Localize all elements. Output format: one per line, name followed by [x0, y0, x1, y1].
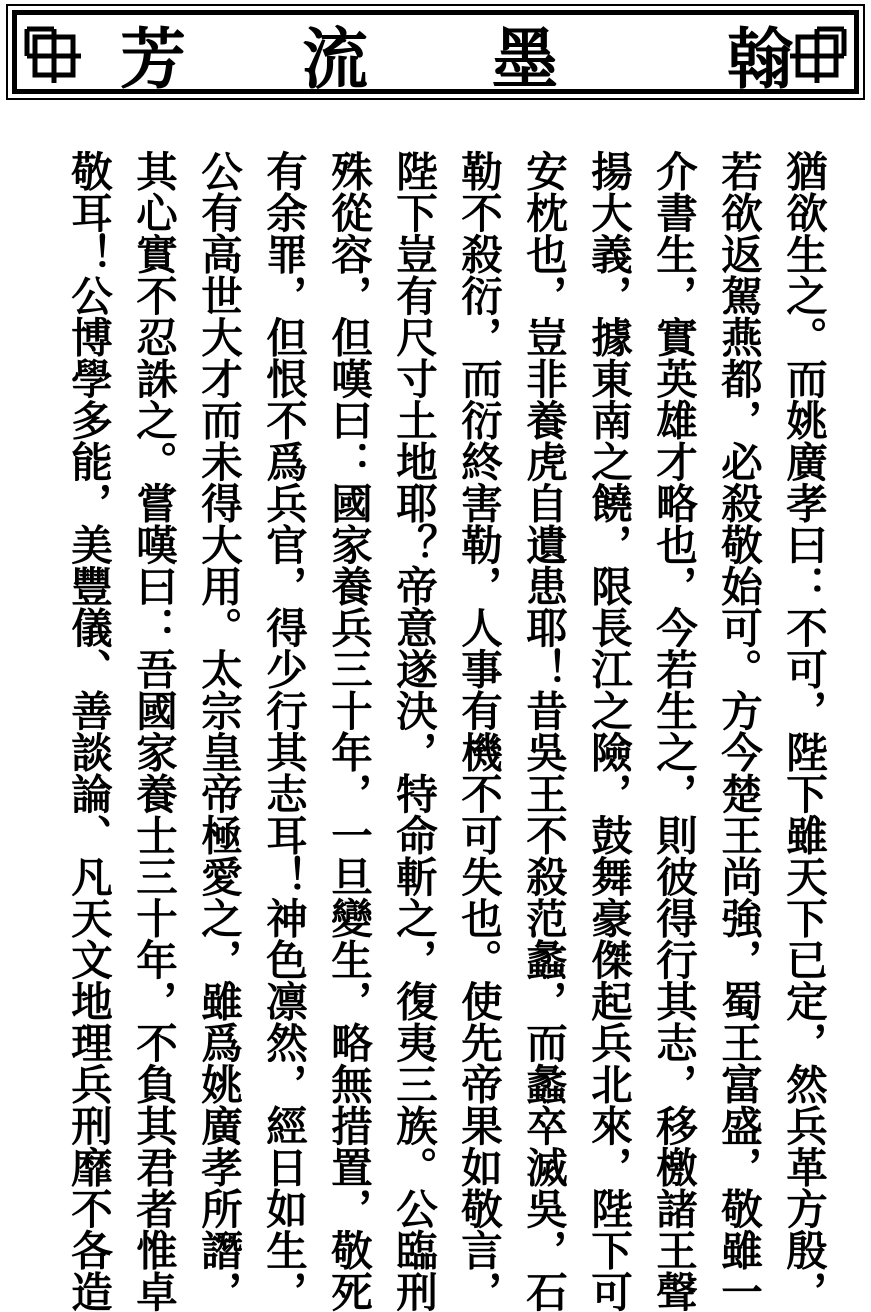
text-column-8: 殊從容，但嘆曰：國家養兵三十年，一旦變生，略無措置，敬死 [324, 150, 373, 1312]
text-column-11: 其心實不忍誅之。嘗嘆曰：吾國家養士三十年，不負其君者惟卓 [129, 150, 178, 1312]
text-column-9: 有余罪，但恨不爲兵官，得少行其志耳！神色凛然，經日如生， [259, 150, 308, 1312]
fret-ornament-right-icon [786, 25, 848, 87]
title-char-4: 芳 [120, 20, 186, 98]
text-column-2: 若欲返駕燕都，必殺敬始可。方今楚王尚強，蜀王富盛，敬雖一 [714, 150, 763, 1312]
title-char-3: 流 [302, 20, 368, 98]
text-column-7: 陛下豈有尺寸土地耶？帝意遂決，特命斬之，復夷三族。公臨刑 [389, 150, 438, 1312]
text-column-6: 勒不殺衍，而衍終害勒，人事有機不可失也。使先帝果如敬言， [454, 150, 503, 1312]
header-inner-frame [12, 10, 859, 98]
text-column-5: 安枕也，豈非養虎自遺患耶！昔吳王不殺范蠡，而蠡卒滅吳，石 [519, 150, 568, 1312]
header-banner [6, 4, 865, 100]
text-column-3: 介書生，實英雄才略也，今若生之，則彼得行其志，移檄諸王聲 [649, 150, 698, 1312]
text-column-4: 揚大義，據東南之饒，限長江之險，鼓舞豪傑起兵北來，陛下可 [584, 150, 633, 1312]
title-char-2: 墨 [492, 20, 558, 98]
title-char-1: 翰 [727, 20, 793, 98]
text-column-12: 敬耳！公博學多能，美豐儀、善談論、凡天文地理兵刑靡不各造 [64, 150, 113, 1312]
vertical-text-body [40, 150, 830, 1312]
fret-ornament-left-icon [23, 25, 85, 87]
text-column-10: 公有高世大才而未得大用。太宗皇帝極愛之，雖爲姚廣孝所譖， [194, 150, 243, 1312]
text-column-1: 猶欲生之。而姚廣孝曰：不可，陛下雖天下已定，然兵革方殷， [779, 150, 828, 1312]
